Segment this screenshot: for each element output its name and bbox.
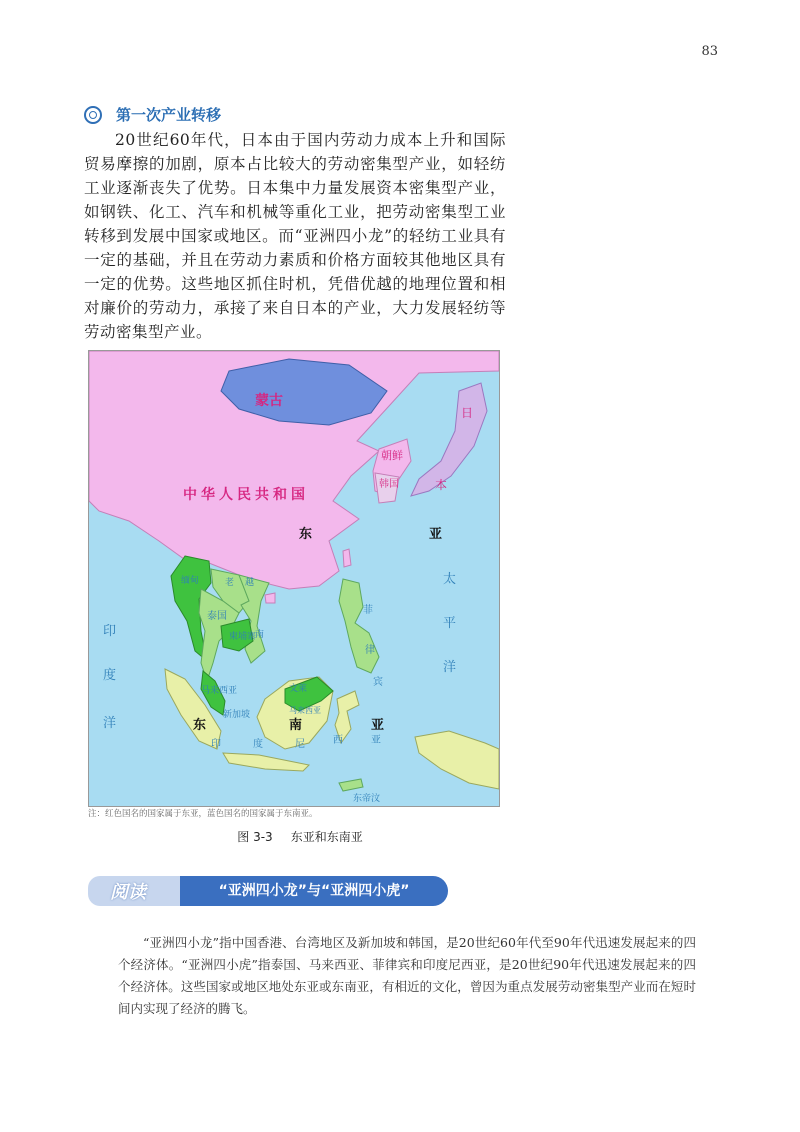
map-label-philippines-3: 宾 <box>373 677 383 688</box>
figure-caption <box>0 828 600 845</box>
page-number: 83 <box>701 44 718 59</box>
map-label-se-asia-2: 南 <box>289 718 303 733</box>
map-label-vietnam-2: 南 <box>255 630 265 640</box>
map-label-malaysia-2: 马来西亚 <box>289 706 321 715</box>
map-label-dprk: 朝鲜 <box>381 449 403 462</box>
main-paragraph-block <box>84 128 506 344</box>
figure-number: 图 3-3 <box>237 830 273 844</box>
map-label-indonesia-5: 亚 <box>371 735 381 746</box>
map-label-myanmar: 缅甸 <box>181 576 200 586</box>
map-note: 注：红色国名的国家属于东亚，蓝色国名的国家属于东南亚。 <box>88 809 318 819</box>
map-label-philippines-2: 律 <box>365 645 375 656</box>
map-label-thailand: 泰国 <box>207 611 227 622</box>
reading-tag <box>88 876 194 906</box>
map-label-east-asia-1: 东 <box>299 527 313 542</box>
section-title: 第一次产业转移 <box>116 106 222 124</box>
map-label-indonesia-4: 西 <box>333 735 343 746</box>
map-label-east-asia-2: 亚 <box>429 527 443 542</box>
map-label-indian-1: 印 <box>103 624 117 639</box>
reading-paragraph: “亚洲四小龙”指中国香港、台湾地区及新加坡和韩国，是20世纪60年代至90年代迅速发展起来的四个经济体。“亚洲四小虎”指泰国、马来西亚、菲律宾和印度尼西亚，是20世纪90年代迅速发展起来的四个经济体。这些国家或地区地处东亚或东南亚，有相近的文化，曾因为重点发展劳动密集型产业而在短时间内实现了经济的腾飞。 <box>118 935 696 1016</box>
section-heading <box>84 104 221 125</box>
map-east-southeast-asia <box>88 350 500 807</box>
map-label-vietnam-1: 越 <box>245 578 255 588</box>
taiwan-shape <box>343 549 351 567</box>
map-label-cambodia: 柬埔寨 <box>229 632 257 642</box>
map-label-japan-2: 本 <box>435 478 448 492</box>
map-label-pacific-2: 平 <box>443 616 457 631</box>
map-label-indian-2: 度 <box>103 668 117 683</box>
map-label-pacific-3: 洋 <box>443 660 457 675</box>
map-label-philippines-1: 菲 <box>363 605 373 616</box>
map-label-japan-1: 日 <box>461 406 474 420</box>
main-paragraph: 20世纪60年代，日本由于国内劳动力成本上升和国际贸易摩擦的加剧，原本占比较大的劳动密集型产业，如轻纺工业逐渐丧失了优势。日本集中力量发展资本密集型产业，如钢铁、化工、汽车和机械等重化工业，把劳动密集型工业转移到发展中国家或地区。而“亚洲四小龙”的轻纺工业具有一定的基础，并且在劳动力素质和价格方面较其他地区具有一定的优势。这些地区抓住时机，凭借优越的地理位置和相对廉价的劳动力，承接了来自日本的产业，大力发展轻纺等劳动密集型产业。 <box>84 131 506 341</box>
hainan-shape <box>265 593 275 603</box>
map-label-brunei: 文莱 <box>289 684 308 694</box>
map-label-se-asia-1: 东 <box>193 718 207 733</box>
map-svg <box>89 351 499 806</box>
map-label-indonesia-2: 度 <box>253 739 263 750</box>
map-label-china: 中华人民共和国 <box>183 487 309 503</box>
map-label-indonesia-1: 印 <box>211 739 221 750</box>
map-label-laos: 老 <box>225 578 235 588</box>
map-label-pacific-1: 太 <box>443 572 457 587</box>
map-label-se-asia-3: 亚 <box>371 718 385 733</box>
map-label-singapore: 新加坡 <box>223 710 251 720</box>
map-label-rok: 韩国 <box>379 479 399 490</box>
map-label-indian-3: 洋 <box>103 716 117 731</box>
reading-text-block <box>118 932 696 1020</box>
double-circle-icon <box>84 106 102 124</box>
map-label-malaysia: 马来西亚 <box>201 686 238 696</box>
figure-title: 东亚和东南亚 <box>290 830 363 844</box>
map-label-east-timor: 东帝汶 <box>353 794 381 804</box>
reading-banner <box>88 876 448 906</box>
map-label-indonesia-3: 尼 <box>295 739 305 750</box>
reading-tag-label: 阅读 <box>110 882 146 903</box>
reading-title: “亚洲四小龙”与“亚洲四小虎” <box>180 876 448 906</box>
map-label-mongolia: 蒙古 <box>255 393 283 409</box>
